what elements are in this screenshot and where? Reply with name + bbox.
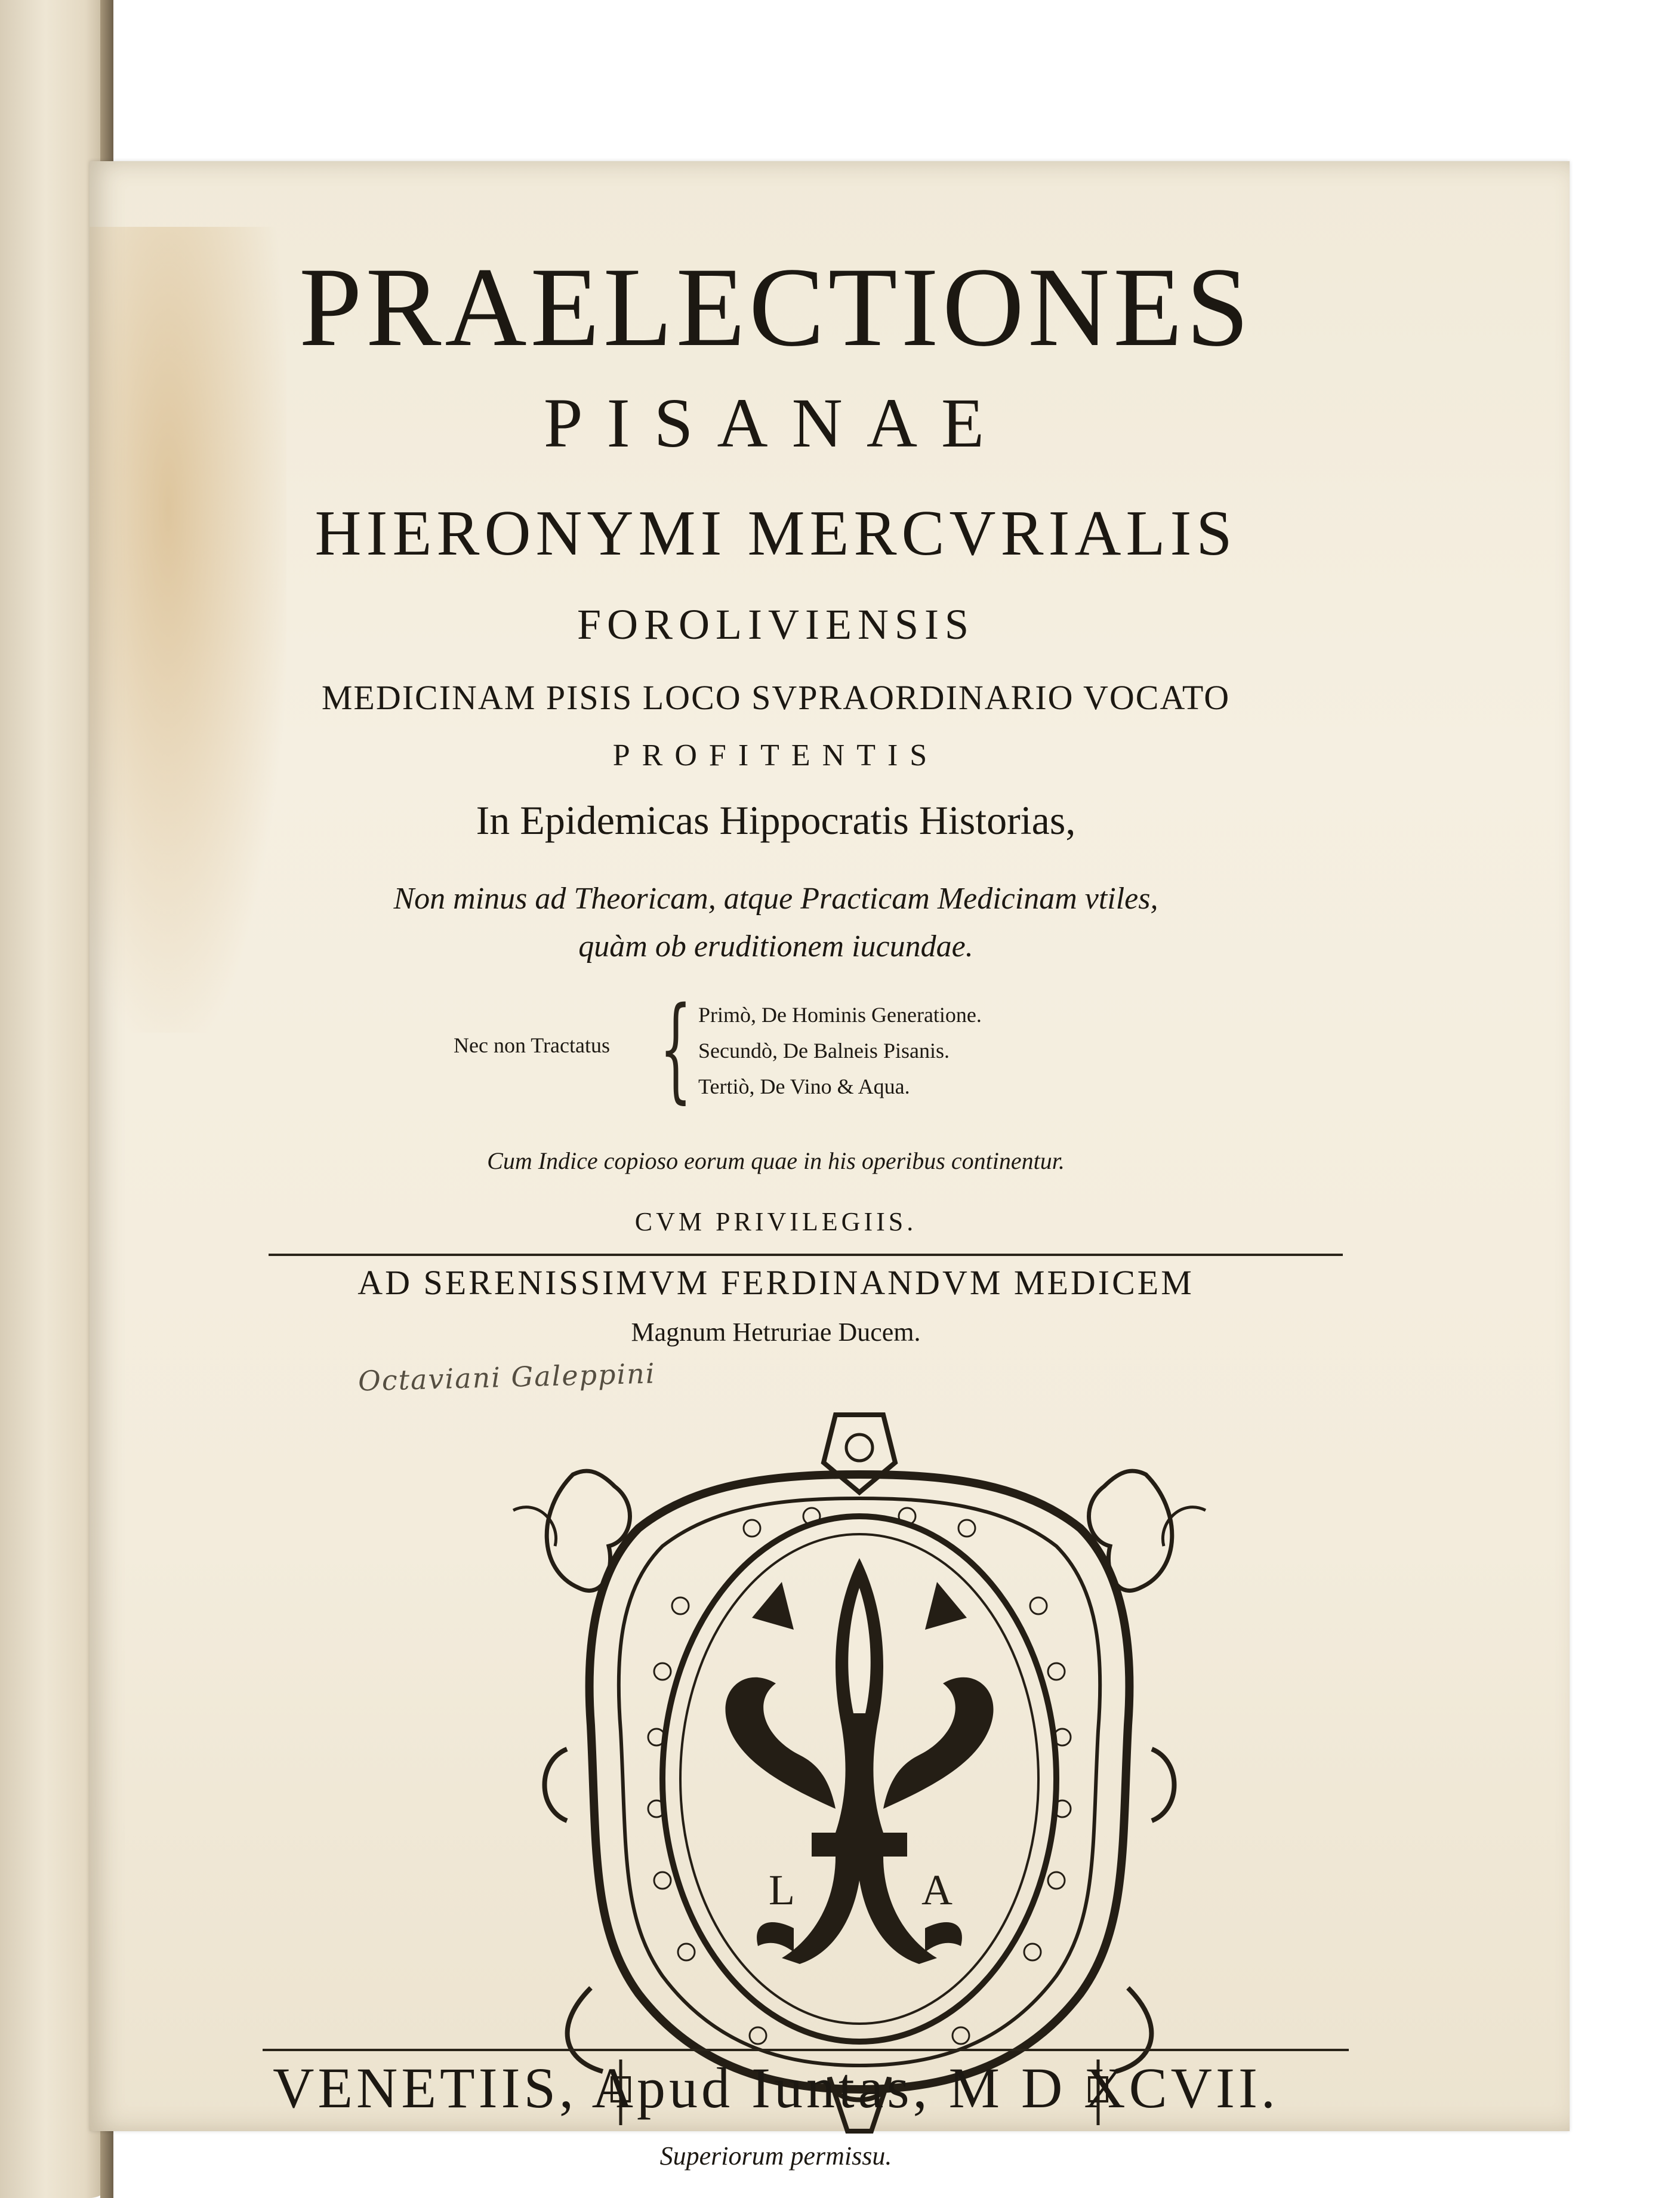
dedication-line: AD SERENISSIMVM FERDINANDVM MEDICEM bbox=[357, 1263, 1194, 1302]
author-origin: FOROLIVIENSIS bbox=[577, 601, 975, 648]
tractatus-item: Primò, De Hominis Generatione. bbox=[698, 1003, 982, 1027]
book-title: PRAELECTIONES bbox=[299, 245, 1253, 370]
usefulness-line-1: Non minus ad Theoricam, atque Practicam Medicinam vtiles, bbox=[393, 882, 1158, 916]
imprint-line: VENETIIS, Apud Iuntas, M D XCVII. bbox=[273, 2056, 1279, 2120]
divider-rule bbox=[269, 1254, 1343, 1256]
subject-line: In Epidemicas Hippocratis Historias, bbox=[476, 798, 1076, 843]
privilege-line: CVM PRIVILEGIIS. bbox=[634, 1207, 917, 1236]
profitentis-line: PROFITENTIS bbox=[612, 738, 939, 772]
usefulness-line-2: quàm ob eruditionem iucundae. bbox=[578, 929, 973, 963]
curly-brace-icon: { bbox=[659, 983, 692, 1115]
tractatus-label: Nec non Tractatus bbox=[454, 1033, 610, 1057]
tractatus-item: Tertiò, De Vino & Aqua. bbox=[698, 1075, 910, 1098]
ownership-signature: Octaviani Galeppini bbox=[357, 1357, 656, 1397]
dedication-line-2: Magnum Hetruriae Ducem. bbox=[631, 1317, 921, 1347]
author-name: HIERONYMI MERCVRIALIS bbox=[315, 498, 1237, 569]
imprint-rule bbox=[263, 2049, 1349, 2051]
emblem-letter-a: A bbox=[921, 1866, 952, 1914]
tractatus-item: Secundò, De Balneis Pisanis. bbox=[698, 1039, 950, 1063]
tractatus-block bbox=[454, 983, 1170, 1115]
emblem-letter-l: L bbox=[769, 1866, 795, 1914]
printers-device-emblem bbox=[501, 1391, 1217, 2137]
author-position: MEDICINAM PISIS LOCO SVPRAORDINARIO VOCATO bbox=[321, 678, 1231, 717]
permission-line: Superiorum permissu. bbox=[659, 2141, 892, 2171]
book-subtitle: PISANAE bbox=[543, 384, 1009, 462]
tractatus-list bbox=[698, 997, 982, 1104]
index-line: Cum Indice copioso eorum quae in his operibus continentur. bbox=[487, 1147, 1065, 1174]
